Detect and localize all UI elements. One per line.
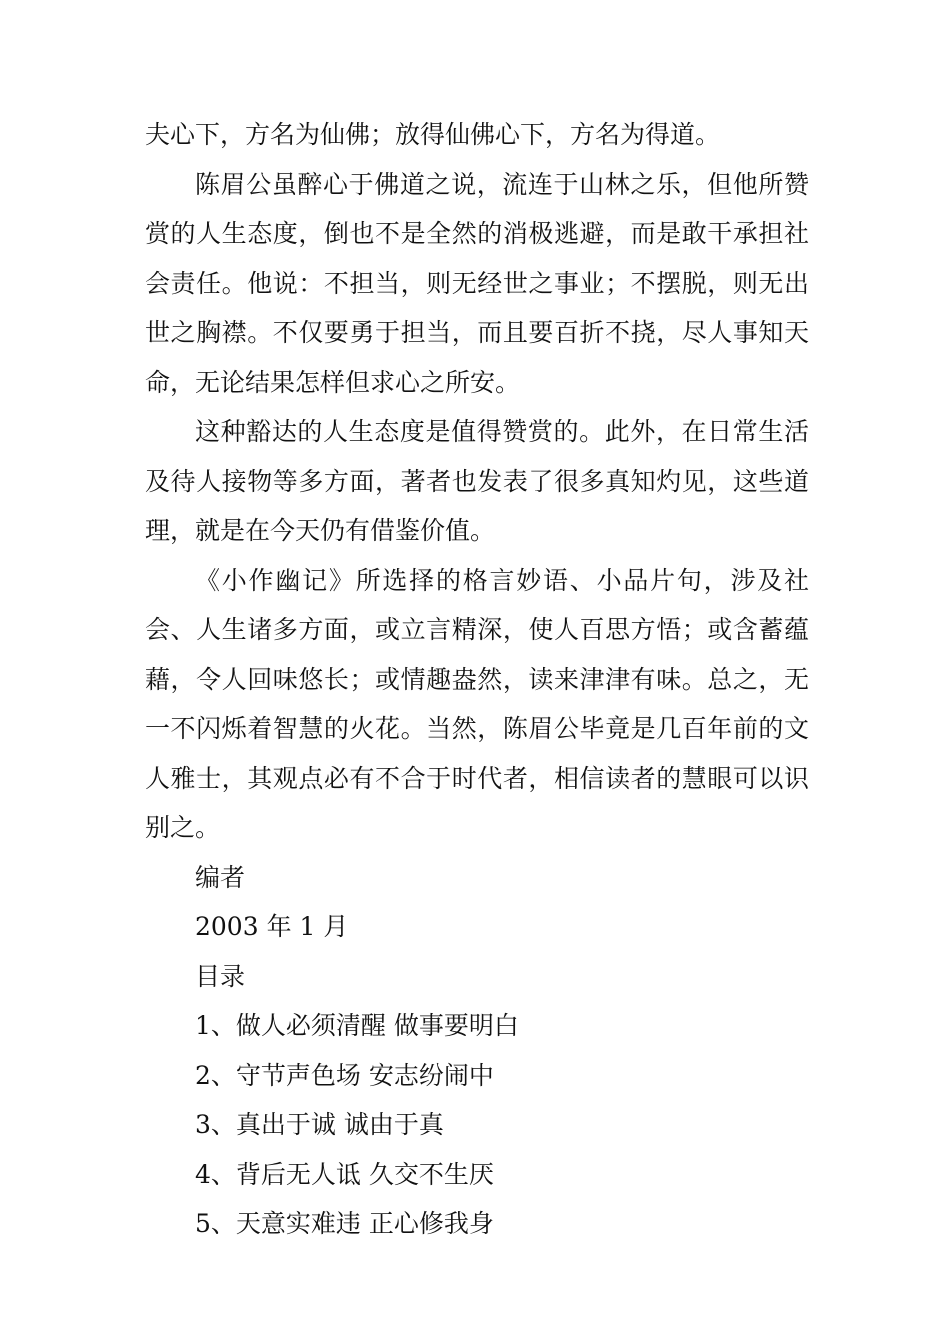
document-page: [145, 110, 809, 1249]
paragraph-chen-meigong-attitude: 陈眉公虽醉心于佛道之说，流连于山林之乐，但他所赞赏的人生态度，倒也不是全然的消极逃避，而是敢干承担社会责任。他说：不担当，则无经世之事业；不摆脱，则无出世之胸襟。不仅要勇于担当，而且要百折不挠，尽人事知天命，无论结果怎样但求心之所安。: [145, 169, 809, 397]
editor-date: 2003 年 1 月: [195, 912, 349, 941]
toc-item: 3、真出于诚 诚由于真: [195, 1110, 444, 1139]
toc-item: 2、守节声色场 安志纷闹中: [195, 1060, 494, 1090]
toc-item: 4、背后无人诋 久交不生厌: [195, 1159, 494, 1189]
paragraph-continuation: 夫心下，方名为仙佛；放得仙佛心下，方名为得道。: [145, 120, 721, 149]
paragraph-open-minded-attitude: 这种豁达的人生态度是值得赞赏的。此外，在日常生活及待人接物等多方面，著者也发表了很多真知灼见，这些道理，就是在今天仍有借鉴价值。: [145, 417, 809, 545]
toc-heading: 目录: [195, 961, 246, 991]
toc-item: 5、天意实难违 正心修我身: [195, 1209, 494, 1238]
toc-item: 1、做人必须清醒 做事要明白: [195, 1011, 519, 1040]
editor-signature: 编者: [195, 862, 246, 892]
paragraph-book-summary: 《小作幽记》所选择的格言妙语、小品片句，涉及社会、人生诸多方面，或立言精深，使人百思方悟；或含蓄蕴藉，令人回味悠长；或情趣盎然，读来津津有味。总之，无一不闪烁着智慧的火花。当然，陈眉公毕竟是几百年前的文人雅士，其观点必有不合于时代者，相信读者的慧眼可以识别之。: [145, 565, 809, 842]
